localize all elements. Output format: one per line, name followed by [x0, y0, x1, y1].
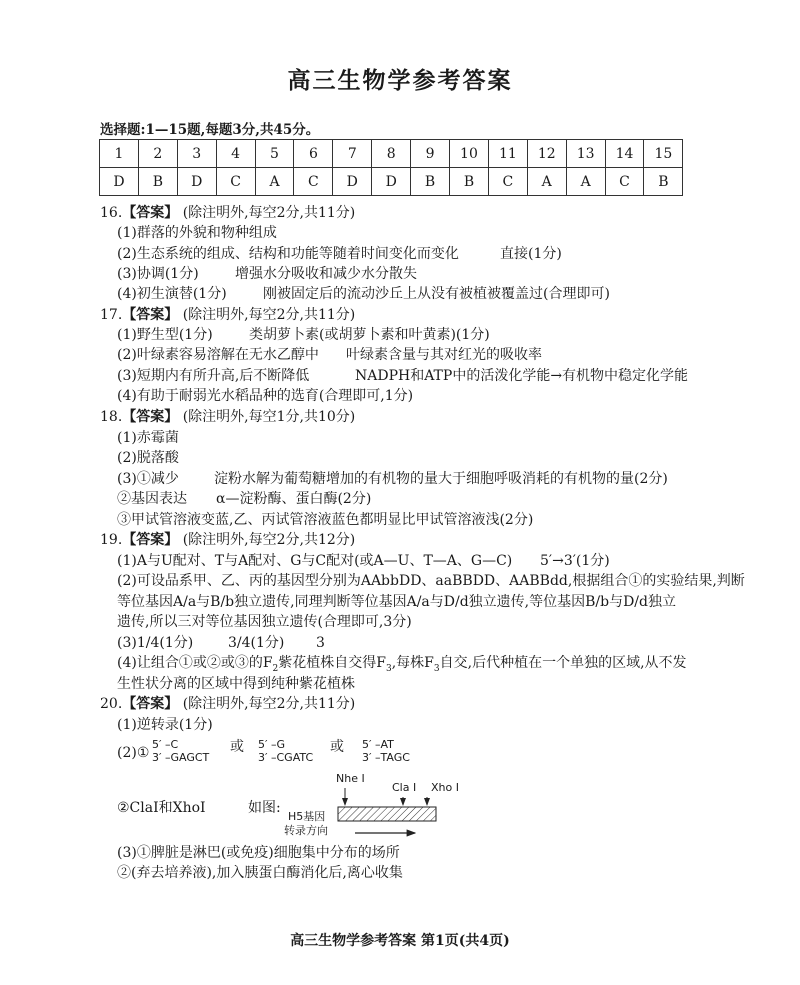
table-cell: D	[333, 168, 372, 196]
q20-note: (除注明外,每空2分,共11分)	[182, 696, 356, 712]
q16-line-2b: 直接(1分)	[500, 246, 562, 262]
or-label: 或	[330, 739, 344, 755]
sticky-end-3-top: 5′ –AT	[362, 738, 394, 751]
table-row-answers	[100, 168, 683, 196]
table-row-numbers	[100, 140, 683, 168]
answer-tag: 【答案】	[122, 307, 179, 323]
answer-tag: 【答案】	[122, 696, 179, 712]
q17-line-2a: (2)叶绿素容易溶解在无水乙醇中	[117, 347, 319, 363]
table-cell: 12	[527, 140, 566, 168]
subscript: 3	[386, 663, 392, 674]
q19-line-4: 遗传,所以三对等位基因独立遗传(合理即可,3分)	[117, 614, 412, 630]
q19-line-2: (2)可设品系甲、乙、丙的基因型分别为AAbbDD、aaBBDD、AABBdd,根据组合①的实验结果,判断	[117, 573, 745, 589]
q19-line-1a: (1)A与U配对、T与A配对、G与C配对(或A—U、T—A、G—C)	[117, 553, 513, 569]
q16-heading	[100, 203, 355, 223]
table-cell: A	[527, 168, 566, 196]
q16-line-4a: (4)初生演替(1分)	[117, 286, 227, 302]
q20-line-3b: 如图:	[248, 800, 281, 816]
table-cell: A	[566, 168, 605, 196]
table-cell: C	[488, 168, 527, 196]
transcription-label: 转录方向	[284, 824, 328, 837]
table-cell: 15	[644, 140, 683, 168]
q16-note: (除注明外,每空2分,共11分)	[182, 205, 356, 221]
q18-note: (除注明外,每空1分,共10分)	[182, 409, 356, 425]
table-cell: 4	[216, 140, 255, 168]
subscript: 2	[272, 663, 279, 674]
table-cell: B	[138, 168, 177, 196]
q18-number: 18.	[100, 409, 123, 425]
q19-line-1b: 5′→3′(1分)	[540, 553, 610, 569]
answer-table	[99, 139, 683, 196]
sticky-end-2	[258, 738, 313, 764]
q18-line-4b: α—淀粉酶、蛋白酶(2分)	[216, 491, 372, 507]
sticky-end-2-top: 5′ –G	[258, 738, 286, 751]
q18-line-3a: (3)①减少	[117, 471, 179, 487]
table-cell: 14	[605, 140, 644, 168]
table-cell: 11	[488, 140, 527, 168]
enzyme-label-xho: Xho I	[431, 781, 459, 794]
sticky-end-3-bottom: 3′ –TAGC	[362, 751, 410, 764]
table-cell: 9	[411, 140, 450, 168]
q17-line-1b: 类胡萝卜素(或胡萝卜素和叶黄素)(1分)	[249, 327, 490, 343]
q18-heading	[100, 407, 355, 427]
gene-label: H5基因	[288, 810, 326, 823]
h5-gene-box	[338, 807, 436, 821]
q19-heading	[100, 530, 355, 550]
q20-line-3a: ②ClaⅠ和XhoⅠ	[117, 800, 206, 816]
q19-line-6-mid: 紫花植株自交得F	[278, 655, 386, 671]
q16-number: 16.	[100, 205, 123, 221]
q18-line-2: (2)脱落酸	[117, 450, 179, 466]
q17-line-1a: (1)野生型(1分)	[117, 327, 213, 343]
q19-line-5c: 3	[316, 635, 325, 651]
table-cell: C	[294, 168, 333, 196]
table-cell: 1	[100, 140, 139, 168]
q17-note: (除注明外,每空2分,共11分)	[182, 307, 356, 323]
table-cell: D	[177, 168, 216, 196]
choice-intro: 选择题:1—15题,每题3分,共45分。	[100, 122, 320, 138]
q19-line-6-post: 自交,后代种植在一个单独的区域,从不发	[439, 655, 687, 671]
q17-number: 17.	[100, 307, 123, 323]
q20-line-2-label: (2)①	[117, 745, 150, 761]
q19-line-6-pre: (4)让组合①或②或③的F	[117, 655, 273, 671]
q18-line-1: (1)赤霉菌	[117, 430, 179, 446]
table-cell: D	[100, 168, 139, 196]
table-cell: D	[372, 168, 411, 196]
q18-line-4a: ②基因表达	[117, 491, 187, 507]
q18-line-5: ③甲试管溶液变蓝,乙、丙试管溶液蓝色都明显比甲试管溶液浅(2分)	[117, 512, 534, 528]
q20-line-5: ②(弃去培养液),加入胰蛋白酶消化后,离心收集	[117, 865, 403, 881]
answer-tag: 【答案】	[122, 205, 179, 221]
table-cell: 2	[138, 140, 177, 168]
q16-line-2a: (2)生态系统的组成、结构和功能等随着时间变化而变化	[117, 246, 459, 262]
q20-heading	[100, 694, 355, 714]
q20-line-1: (1)逆转录(1分)	[117, 717, 213, 733]
table-cell: B	[644, 168, 683, 196]
table-cell: C	[216, 168, 255, 196]
q16-line-3b: 增强水分吸收和减少水分散失	[235, 266, 417, 282]
table-cell: B	[411, 168, 450, 196]
sticky-end-1-top: 5′ –C	[152, 738, 179, 751]
q16-line-1: (1)群落的外貌和物种组成	[117, 225, 277, 241]
q18-line-3b: 淀粉水解为葡萄糖增加的有机物的量大于细胞呼吸消耗的有机物的量(2分)	[214, 471, 668, 487]
sticky-end-1-bottom: 3′ –GAGCT	[152, 751, 210, 764]
q17-line-4: (4)有助于耐弱光水稻品种的选育(合理即可,1分)	[117, 388, 414, 404]
q19-line-3: 等位基因A/a与B/b独立遗传,同理判断等位基因A/a与D/d独立遗传,等位基因B/b与D/d独立	[117, 594, 676, 610]
answer-tag: 【答案】	[122, 409, 179, 425]
subscript: 3	[433, 663, 440, 674]
q17-line-3b: NADPH和ATP中的活泼化学能→有机物中稳定化学能	[355, 368, 689, 384]
q16-line-3a: (3)协调(1分)	[117, 266, 199, 282]
q19-number: 19.	[100, 532, 123, 548]
q19-line-7: 生性状分离的区域中得到纯种紫花植株	[117, 676, 355, 692]
q20-line-4: (3)①脾脏是淋巴(或免疫)细胞集中分布的场所	[117, 845, 400, 861]
table-cell: 7	[333, 140, 372, 168]
table-cell: 10	[450, 140, 489, 168]
q19-note: (除注明外,每空2分,共12分)	[182, 532, 356, 548]
q16-line-4b: 刚被固定后的流动沙丘上从没有被植被覆盖过(合理即可)	[263, 286, 610, 302]
table-cell: 5	[255, 140, 294, 168]
q19-line-6-mid2: ,每株F	[391, 655, 434, 671]
q19-line-5a: (3)1/4(1分)	[117, 635, 194, 651]
enzyme-label-cla: Cla I	[392, 781, 417, 794]
table-cell: 13	[566, 140, 605, 168]
sticky-end-1	[152, 738, 209, 764]
page-title: 高三生物学参考答案	[287, 67, 513, 94]
q17-line-2b: 叶绿素含量与其对红光的吸收率	[346, 347, 542, 363]
page-footer: 高三生物学参考答案 第1页(共4页)	[290, 933, 510, 949]
enzyme-label-nhe: Nhe I	[336, 772, 365, 785]
sticky-end-2-bottom: 3′ –CGATC	[258, 751, 314, 764]
or-label: 或	[230, 739, 244, 755]
q20-number: 20.	[100, 696, 123, 712]
table-cell: 3	[177, 140, 216, 168]
q19-line-5b: 3/4(1分)	[228, 635, 285, 651]
sticky-end-3	[362, 738, 410, 764]
answer-tag: 【答案】	[122, 532, 179, 548]
table-cell: B	[450, 168, 489, 196]
q17-heading	[100, 305, 355, 325]
table-cell: C	[605, 168, 644, 196]
table-cell: 8	[372, 140, 411, 168]
table-cell: 6	[294, 140, 333, 168]
q17-line-3a: (3)短期内有所升高,后不断降低	[117, 368, 310, 384]
table-cell: A	[255, 168, 294, 196]
